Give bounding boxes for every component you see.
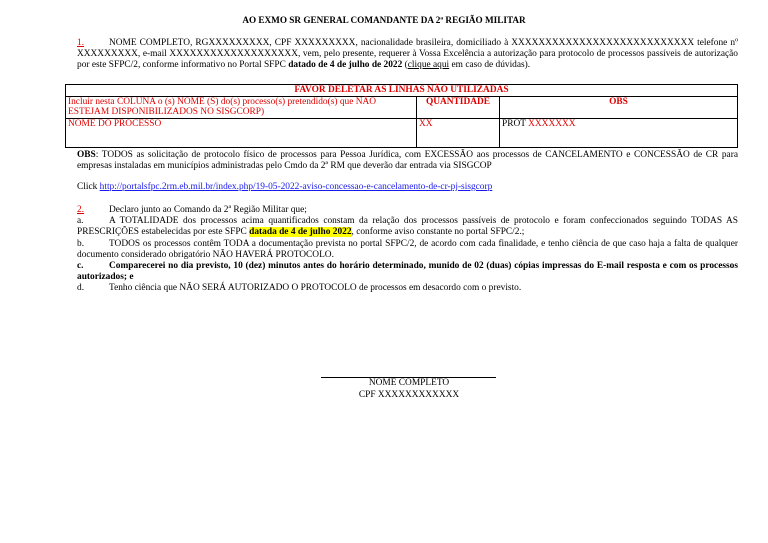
column-header-process-name: Incluir nesta COLUNA o (s) NOME (S) do(s) processo(s) pretendido(s) que NÃO ESTEJAM DISPONIBILIZADOS NO SISGCORP) bbox=[66, 96, 417, 118]
column-header-obs: OBS bbox=[500, 96, 738, 118]
paragraph-1-text: NOME COMPLETO, RGXXXXXXXXX, CPF XXXXXXXXX, nacionalidade brasileira, domiciliado à XXXXXXXXXXXXXXXXXXXXXXXXXXX telefone nº XXXXXXXXX, e-mail XXXXXXXXXXXXXXXXXXX, vem, pelo presente, requerer à Vossa Excelência a autorização para protocolo de processos passíveis de autorização por este SFPC/2, conforme informativo no Portal SFPC bbox=[77, 38, 738, 71]
paragraph-2 bbox=[77, 205, 738, 295]
signature-name: NOME COMPLETO bbox=[368, 378, 450, 388]
table-banner: FAVOR DELETAR AS LINHAS NÃO UTILIZADAS bbox=[66, 85, 738, 97]
item-b bbox=[77, 239, 738, 261]
paragraph-1-tail: em caso de dúvidas). bbox=[449, 60, 531, 71]
cell-obs-prefix: PROT bbox=[502, 118, 529, 129]
cell-quantity[interactable]: XX bbox=[417, 118, 500, 147]
paragraph-1-date: datado de 4 de julho de 2022 bbox=[288, 60, 403, 71]
help-link[interactable]: clique aqui bbox=[407, 60, 450, 71]
item-d bbox=[77, 283, 738, 294]
item-a-text: A TOTALIDADE dos processos acima quantificados constam da relação dos processos passíveis de protocolo e foram confeccionados seguindo TODAS AS PRESCRIÇÕES estabelecidas por este SFPC bbox=[77, 216, 738, 238]
obs-paragraph bbox=[77, 150, 738, 172]
paragraph-1-number: 1. bbox=[77, 38, 85, 48]
item-a bbox=[77, 216, 738, 238]
item-b-text: TODOS os processos contêm TODA a documentação prevista no portal SFPC/2, de acordo com cada finalidade, e tenho ciência de que caso haja a falta de qualquer documento considerado obrigatório NÃO HAVERÁ PROTOCOLO. bbox=[77, 238, 738, 260]
paragraph-2-intro bbox=[77, 205, 738, 216]
table-row bbox=[66, 118, 738, 147]
item-a-highlight: datada de 4 de julho 2022 bbox=[249, 227, 352, 238]
obs-label: OBS bbox=[77, 150, 96, 160]
item-c-text: Comparecerei no dia previsto, 10 (dez) minutos antes do horário determinado, munido de 02 (duas) cópias impressas do E-mail resposta e com os processos autorizados; e bbox=[77, 261, 738, 283]
click-label: Click bbox=[77, 182, 100, 192]
cell-process-name[interactable]: NOME DO PROCESSO bbox=[66, 118, 417, 147]
process-table bbox=[65, 84, 738, 148]
click-paragraph bbox=[77, 182, 738, 193]
portal-link[interactable]: http://portalsfpc.2rm.eb.mil.br/index.php/19-05-2022-aviso-concessao-e-cancelamento-de-cr-pj-sisgcorp bbox=[99, 182, 493, 192]
signature-cpf: CPF XXXXXXXXXXXX bbox=[358, 390, 460, 400]
column-header-quantity: QUANTIDADE bbox=[417, 96, 500, 118]
item-a-label: a. bbox=[77, 216, 84, 227]
document-title: AO EXMO SR GENERAL COMANDANTE DA 2ª REGIÃO MILITAR bbox=[242, 15, 526, 25]
paragraph-2-text: Declaro junto ao Comando da 2ª Região Militar que; bbox=[109, 205, 307, 215]
item-b-label: b. bbox=[77, 238, 85, 249]
item-c-label: c. bbox=[77, 261, 84, 272]
cell-obs-value: XXXXXXX bbox=[528, 118, 576, 129]
paragraph-2-number: 2. bbox=[77, 205, 85, 215]
item-a-tail: , conforme aviso constante no portal SFPC/2.; bbox=[351, 227, 525, 238]
item-c bbox=[77, 261, 738, 283]
item-d-label: d. bbox=[77, 283, 85, 294]
obs-text: : TODOS as solicitação de protocolo físico de processos para Pessoa Jurídica, com EXCESSÃO aos processos de CANCELAMENTO e CONCESSÃO de CR para empresas instaladas em municípios administradas pelo Cmdo da 2ª RM que deverão dar entrada via SISGCOP bbox=[77, 150, 738, 172]
cell-obs[interactable] bbox=[500, 118, 738, 147]
paragraph-1-open-paren: ( bbox=[402, 60, 408, 71]
paragraph-1 bbox=[77, 38, 738, 72]
item-d-text: Tenho ciência que NÃO SERÁ AUTORIZADO O PROTOCOLO de processos em desacordo com o previsto. bbox=[109, 283, 522, 294]
